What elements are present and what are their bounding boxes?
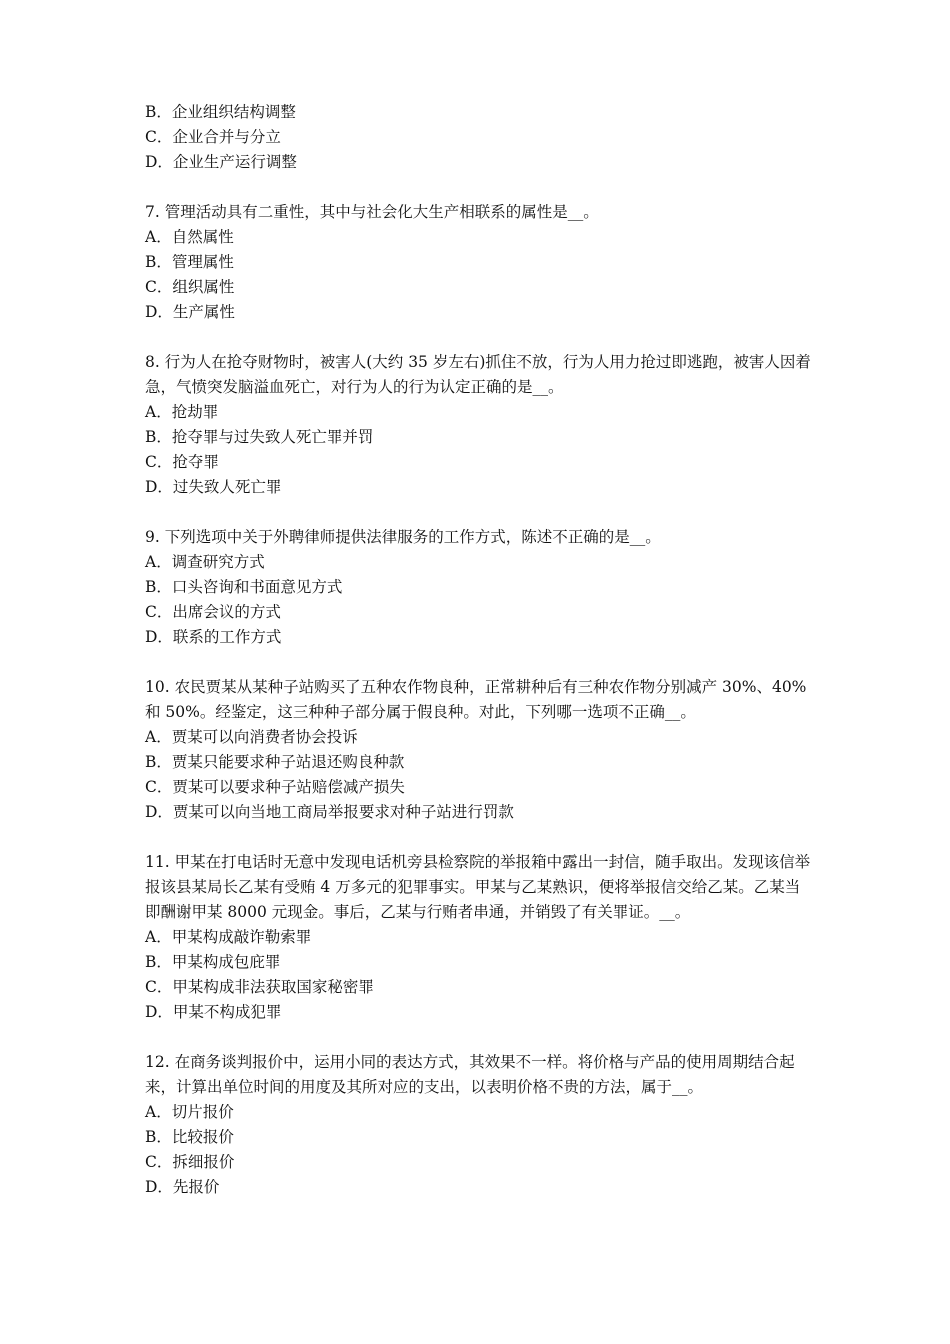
question-12	[145, 1050, 813, 1200]
option-c: C．拆细报价	[145, 1153, 235, 1171]
option-b: B．企业组织结构调整	[145, 103, 296, 121]
option-c: C．甲某构成非法获取国家秘密罪	[145, 978, 374, 996]
option-b: B．口头咨询和书面意见方式	[145, 578, 343, 596]
question-text: 11. 甲某在打电话时无意中发现电话机旁县检察院的举报箱中露出一封信，随手取出。发现该信举报该县某局长乙某有受贿 4 万多元的犯罪事实。甲某与乙某熟识，便将举报信交给乙某。乙某当即酬谢甲某 8000 元现金。事后，乙某与行贿者串通，并销毁了有关罪证。__。	[145, 853, 811, 921]
option-c: C．组织属性	[145, 278, 235, 296]
option-c: C．贾某可以要求种子站赔偿减产损失	[145, 778, 405, 796]
option-a: A．调查研究方式	[145, 553, 265, 571]
option-b: B．比较报价	[145, 1128, 234, 1146]
option-d: D．先报价	[145, 1178, 220, 1196]
option-c: C．企业合并与分立	[145, 128, 281, 146]
option-a: A．贾某可以向消费者协会投诉	[145, 728, 358, 746]
question-11	[145, 850, 813, 1025]
option-a: A．甲某构成敲诈勒索罪	[145, 928, 312, 946]
option-c: C．抢夺罪	[145, 453, 219, 471]
question-text: 10. 农民贾某从某种子站购买了五种农作物良种，正常耕种后有三种农作物分别减产 30%、40%和 50%。经鉴定，这三种种子部分属于假良种。对此，下列哪一选项不正确__。	[145, 678, 807, 721]
option-a: A．抢劫罪	[145, 403, 219, 421]
question-10	[145, 675, 813, 825]
option-d: D．甲某不构成犯罪	[145, 1003, 282, 1021]
option-d: D．联系的工作方式	[145, 628, 282, 646]
question-text: 7. 管理活动具有二重性，其中与社会化大生产相联系的属性是__。	[145, 203, 599, 221]
option-d: D．贾某可以向当地工商局举报要求对种子站进行罚款	[145, 803, 514, 821]
question-text: 12. 在商务谈判报价中，运用小同的表达方式，其效果不一样。将价格与产品的使用周期结合起来，计算出单位时间的用度及其所对应的支出，以表明价格不贵的方法，属于__。	[145, 1053, 795, 1096]
option-b: B．甲某构成包庇罪	[145, 953, 281, 971]
option-b: B．管理属性	[145, 253, 234, 271]
option-d: D．过失致人死亡罪	[145, 478, 282, 496]
option-a: A．切片报价	[145, 1103, 234, 1121]
option-c: C．出席会议的方式	[145, 603, 281, 621]
question-6-tail	[145, 100, 813, 175]
option-b: B．贾某只能要求种子站退还购良种款	[145, 753, 405, 771]
option-a: A．自然属性	[145, 228, 234, 246]
option-d: D．企业生产运行调整	[145, 153, 297, 171]
question-text: 9. 下列选项中关于外聘律师提供法律服务的工作方式，陈述不正确的是__。	[145, 528, 661, 546]
question-8	[145, 350, 813, 500]
question-text: 8. 行为人在抢夺财物时，被害人(大约 35 岁左右)抓住不放，行为人用力抢过即逃跑，被害人因着急，气愤突发脑溢血死亡，对行为人的行为认定正确的是__。	[145, 353, 811, 396]
document-body	[145, 100, 813, 1225]
question-7	[145, 200, 813, 325]
option-d: D．生产属性	[145, 303, 235, 321]
option-b: B．抢夺罪与过失致人死亡罪并罚	[145, 428, 374, 446]
question-9	[145, 525, 813, 650]
